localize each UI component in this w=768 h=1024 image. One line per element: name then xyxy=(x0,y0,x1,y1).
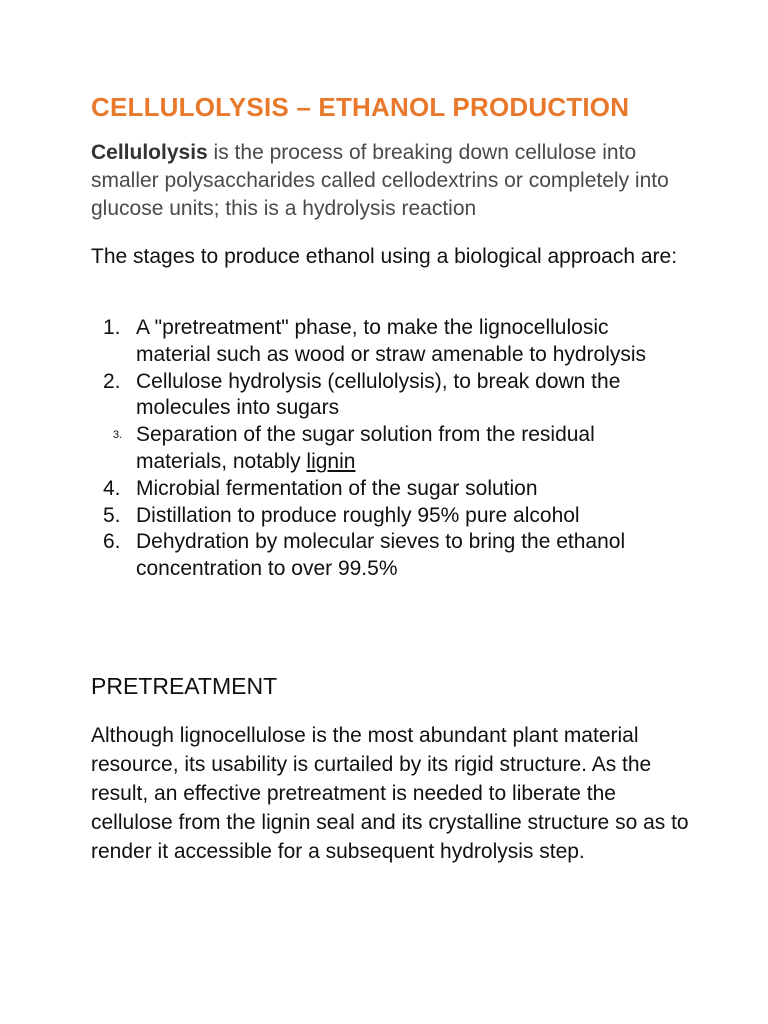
list-number: 4. xyxy=(103,476,121,500)
list-item xyxy=(91,529,651,583)
list-item xyxy=(91,476,651,503)
document-title: CELLULOLYSIS – ETHANOL PRODUCTION xyxy=(91,92,630,122)
list-item-text: A "pretreatment" phase, to make the lignocellulosic material such as wood or straw amenable to hydrolysis xyxy=(136,316,647,366)
list-number: 1. xyxy=(103,316,121,339)
list-item xyxy=(91,315,651,369)
list-item-text: Microbial fermentation of the sugar solution xyxy=(136,476,538,500)
section-heading: PRETREATMENT xyxy=(91,673,278,699)
section-body: Although lignocellulose is the most abundant plant material resource, its usability is curtailed by its rigid structure. As the result, an effective pretreatment is needed to liberate the cellulose from the lignin seal and its crystalline structure so as to render it accessible for a subsequent hydrolysis step. xyxy=(91,724,689,863)
list-number: 5. xyxy=(103,503,121,527)
list-item-text: Cellulose hydrolysis (cellulolysis), to break down the molecules into sugars xyxy=(136,369,621,420)
list-item-text: Distillation to produce roughly 95% pure alcohol xyxy=(136,503,580,527)
list-number: 3. xyxy=(113,429,123,442)
list-number: 2. xyxy=(103,369,121,393)
stages-list xyxy=(91,315,651,583)
intro-text: is the process of breaking down cellulose into smaller polysaccharides called cellodextrins or completely into glucose units; this is a hydrolysis reaction xyxy=(91,141,669,220)
list-item xyxy=(91,369,651,423)
list-item-text: Dehydration by molecular sieves to bring the ethanol concentration to over 99.5% xyxy=(136,530,626,581)
stages-intro: The stages to produce ethanol using a biological approach are: xyxy=(91,245,678,268)
list-number: 6. xyxy=(103,530,121,554)
list-item xyxy=(91,422,651,476)
intro-term: Cellulolysis xyxy=(91,141,208,164)
lignin-link[interactable]: lignin xyxy=(306,449,356,473)
list-item-text: Separation of the sugar solution from the residual materials, notably xyxy=(136,423,595,473)
list-item xyxy=(91,503,651,530)
intro-paragraph xyxy=(91,139,691,223)
